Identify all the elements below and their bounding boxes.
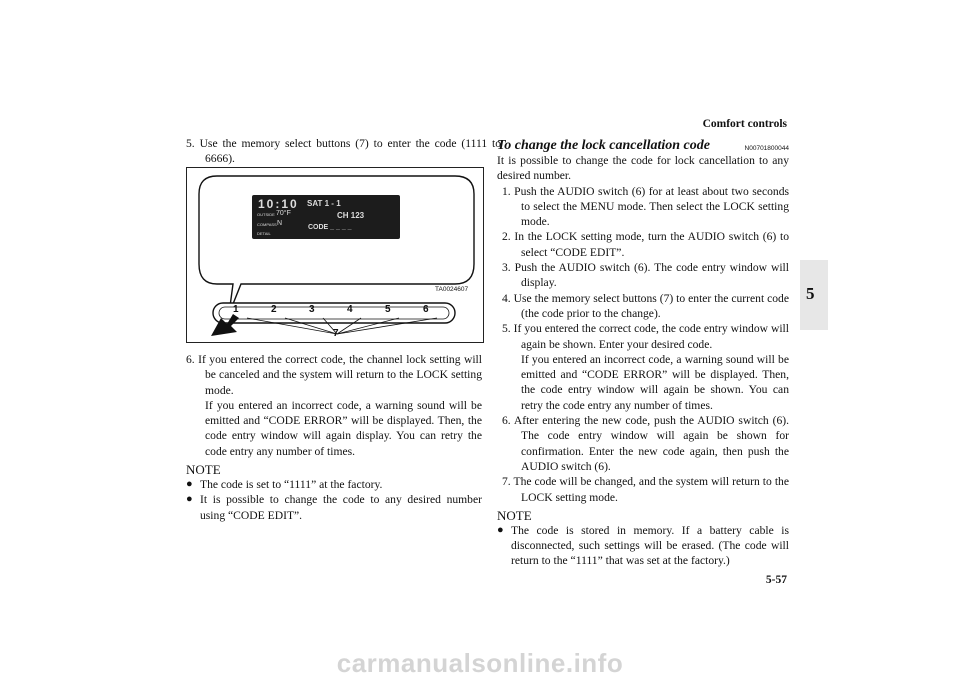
callout-number: 7 (333, 328, 339, 339)
right-column (497, 136, 789, 569)
lcd-channel: CH 123 (337, 211, 365, 220)
lcd-detail-label: DETAIL (257, 231, 271, 236)
left-step-5: 5. Use the memory select buttons (7) to enter the code (1111 to 6666). (186, 137, 501, 166)
memory-button-6: 6 (423, 304, 429, 315)
lcd-sat: SAT 1 - 1 (307, 199, 341, 208)
lcd-display (252, 195, 400, 239)
right-step-2: 2. In the LOCK setting mode, turn the AUDIO switch (6) to select “CODE EDIT”. (502, 230, 789, 259)
left-note-2: ● It is possible to change the code to any desired number using “CODE EDIT”. (186, 492, 482, 523)
audio-figure (186, 167, 484, 343)
memory-button-5: 5 (385, 304, 391, 315)
memory-button-2: 2 (271, 304, 277, 315)
right-intro: It is possible to change the code for lock cancellation to any desired number. (497, 154, 789, 183)
left-step-6 (186, 352, 482, 523)
watermark: carmanualsonline.info (336, 648, 624, 678)
left-note-1: ● The code is set to “1111” at the factory. (186, 477, 482, 492)
right-step-3: 3. Push the AUDIO switch (6). The code entry window will display. (502, 261, 789, 290)
section-code: N00701800044 (744, 145, 789, 152)
left-note-label: NOTE (186, 462, 221, 478)
section-title: To change the lock cancellation code (497, 138, 710, 153)
left-step-6-error-text: If you entered an incorrect code, a warning sound will be emitted and “CODE ERROR” will be displayed. Then, the code entry window will again display. You can retry the code entry any number of times. (205, 398, 482, 458)
right-step-1: 1. Push the AUDIO switch (6) for at least about two seconds to select the MENU mode. Then select the LOCK setting mode. (502, 184, 789, 229)
section-title-row (497, 136, 789, 153)
memory-button-1: 1 (233, 304, 239, 315)
section-header: Comfort controls (702, 118, 787, 130)
left-step-6-text: 6. If you entered the correct code, the channel lock setting will be canceled and the system will return to the LOCK setting mode. (186, 353, 482, 397)
memory-button-3: 3 (309, 304, 315, 315)
memory-button-4: 4 (347, 304, 353, 315)
right-steps (497, 184, 789, 505)
right-step-4: 4. Use the memory select buttons (7) to enter the current code (the code prior to the change). (502, 291, 789, 320)
chapter-tab-number: 5 (806, 284, 815, 303)
right-note-1: ● The code is stored in memory. If a battery cable is disconnected, such settings will be erased. (The code will return to the “1111” that was set at the factory.) (497, 523, 789, 569)
figure-code: TA0024607 (435, 286, 469, 293)
page-number: 5-57 (765, 574, 787, 586)
lcd-compass-label: COMPASS (257, 222, 277, 227)
right-step-7: 7. The code will be changed, and the system will return to the LOCK setting mode. (502, 475, 789, 504)
lcd-direction: N (277, 220, 283, 227)
lcd-outside-label: OUTSIDE (257, 212, 275, 217)
lcd-time: 10:10 (258, 197, 299, 211)
lcd-code: CODE _ _ _ _ (308, 224, 352, 231)
right-step-5: 5. If you entered the correct code, the code entry window will again be shown. Enter your desired code. (502, 322, 789, 351)
right-step-6: 6. After entering the new code, push the AUDIO switch (6). The code entry window will again be shown for confirmation. Enter the new code again, then push the AUDIO switch (6). (502, 414, 789, 473)
lcd-temperature: 70°F (276, 210, 291, 217)
right-note-label: NOTE (497, 507, 532, 523)
right-step-5-error-text: If you entered an incorrect code, a warning sound will be emitted and “CODE ERROR” will be displayed. Then, the code entry window will again be shown. You can retry the code entry any number of times. (521, 352, 789, 412)
